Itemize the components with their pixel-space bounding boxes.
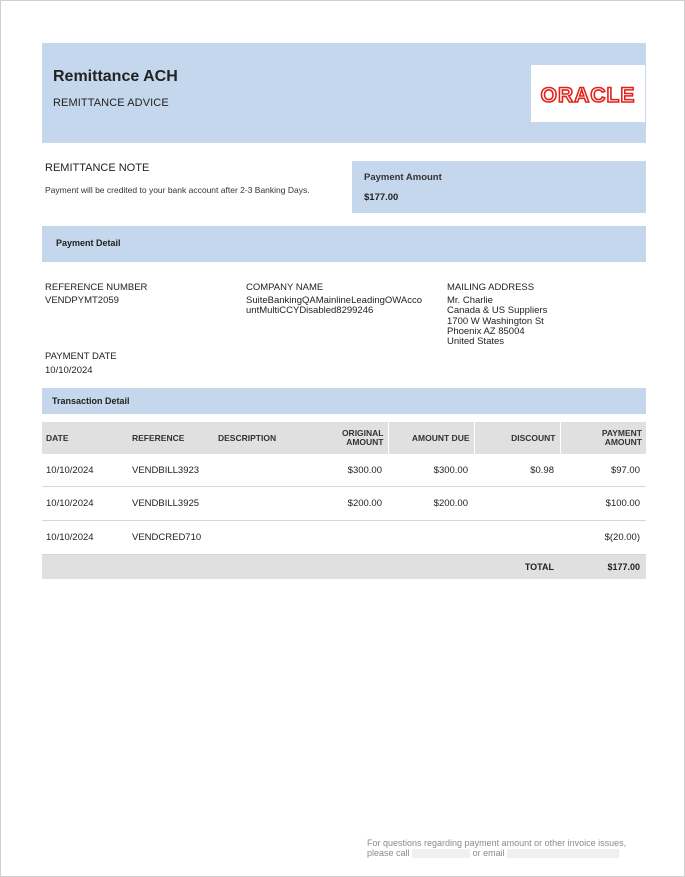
footer-email-text: or email xyxy=(472,848,505,858)
footer-contact-note xyxy=(367,838,647,858)
column-header-original-amount xyxy=(306,422,388,454)
cell-original-amount xyxy=(306,521,388,555)
company-name-line1: SuiteBankingQAMainlineLeadingOWAcco xyxy=(246,295,423,306)
company-name-line2: untMultiCCYDisabled8299246 xyxy=(246,305,374,316)
header-line: AMOUNT xyxy=(346,437,384,447)
total-spacer xyxy=(42,555,474,580)
cell-date: 10/10/2024 xyxy=(42,521,128,555)
reference-number-label: REFERENCE NUMBER xyxy=(45,282,148,293)
mailing-address-line: Phoenix AZ 85004 xyxy=(447,326,525,337)
header-line: PAYMENT xyxy=(601,428,642,438)
column-header-discount: DISCOUNT xyxy=(474,422,560,454)
document-subtitle: REMITTANCE ADVICE xyxy=(53,97,169,109)
payment-detail-heading: Payment Detail xyxy=(56,238,121,248)
footer-line2 xyxy=(367,848,647,858)
remittance-note-heading: REMITTANCE NOTE xyxy=(45,162,150,174)
mailing-address-label: MAILING ADDRESS xyxy=(447,282,535,293)
cell-payment-amount: $100.00 xyxy=(560,487,646,521)
remittance-note-text: Payment will be credited to your bank account after 2-3 Banking Days. xyxy=(45,185,310,195)
document-title: Remittance ACH xyxy=(53,68,178,85)
column-header-reference: REFERENCE xyxy=(128,422,214,454)
transaction-detail-heading: Transaction Detail xyxy=(52,396,130,406)
mailing-address-line: Canada & US Suppliers xyxy=(447,305,548,316)
column-header-date: DATE xyxy=(42,422,128,454)
transaction-table xyxy=(42,422,646,579)
cell-amount-due: $300.00 xyxy=(388,454,474,487)
payment-amount-box xyxy=(352,161,646,213)
cell-reference: VENDBILL3923 xyxy=(128,454,214,487)
cell-discount xyxy=(474,487,560,521)
logo-wordmark: ORACLE xyxy=(540,83,636,106)
transaction-detail-band xyxy=(42,388,646,414)
cell-discount: $0.98 xyxy=(474,454,560,487)
cell-description xyxy=(214,487,306,521)
oracle-logo xyxy=(531,65,645,122)
company-name-label: COMPANY NAME xyxy=(246,282,324,293)
payment-date-label: PAYMENT DATE xyxy=(45,351,117,362)
cell-reference: VENDBILL3925 xyxy=(128,487,214,521)
table-row xyxy=(42,454,646,487)
oracle-logo-mark xyxy=(532,82,644,106)
payment-date-value: 10/10/2024 xyxy=(45,365,93,376)
column-header-payment-amount xyxy=(560,422,646,454)
cell-amount-due: $200.00 xyxy=(388,487,474,521)
mailing-address-line: Mr. Charlie xyxy=(447,295,493,306)
cell-date: 10/10/2024 xyxy=(42,487,128,521)
total-label: TOTAL xyxy=(474,555,560,580)
total-value: $177.00 xyxy=(560,555,646,580)
mailing-address-line: 1700 W Washington St xyxy=(447,316,544,327)
redacted-phone xyxy=(412,849,470,858)
header-line: AMOUNT xyxy=(604,437,642,447)
column-header-description: DESCRIPTION xyxy=(214,422,306,454)
column-header-amount-due: AMOUNT DUE xyxy=(388,422,474,454)
payment-detail-band xyxy=(42,226,646,262)
table-row xyxy=(42,521,646,555)
mailing-address-line: United States xyxy=(447,336,505,347)
table-row xyxy=(42,487,646,521)
cell-amount-due xyxy=(388,521,474,555)
cell-original-amount: $200.00 xyxy=(306,487,388,521)
footer-call-text: please call xyxy=(367,848,410,858)
table-header-row xyxy=(42,422,646,454)
cell-description xyxy=(214,454,306,487)
header-banner xyxy=(42,43,646,143)
cell-reference: VENDCRED710 xyxy=(128,521,214,555)
cell-date: 10/10/2024 xyxy=(42,454,128,487)
header-line: ORIGINAL xyxy=(341,428,384,438)
footer-line1: For questions regarding payment amount or other invoice issues, xyxy=(367,838,627,848)
cell-discount xyxy=(474,521,560,555)
cell-original-amount: $300.00 xyxy=(306,454,388,487)
redacted-email xyxy=(507,849,619,858)
cell-payment-amount: $(20.00) xyxy=(560,521,646,555)
payment-amount-label: Payment Amount xyxy=(364,172,442,183)
reference-number-value: VENDPYMT2059 xyxy=(45,295,119,306)
cell-description xyxy=(214,521,306,555)
payment-amount-value: $177.00 xyxy=(364,192,399,203)
cell-payment-amount: $97.00 xyxy=(560,454,646,487)
total-row xyxy=(42,555,646,580)
